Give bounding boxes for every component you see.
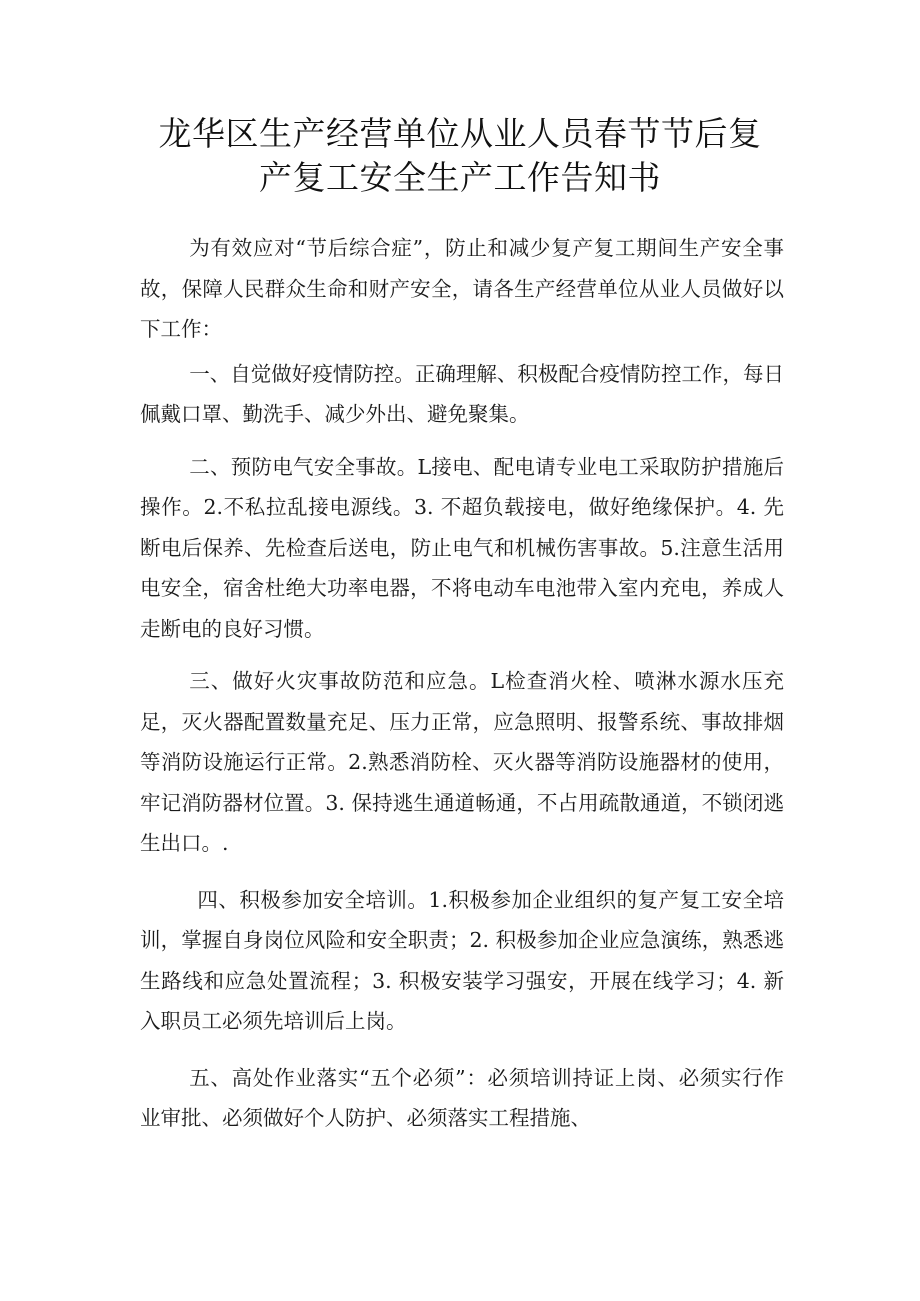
paragraph-fire-prevention: 三、做好火灾事故防范和应急。L检查消火栓、喷淋水源水压充足，灭火器配置数量充足、压力正常，应急照明、报警系统、事故排烟等消防设施运行正常。2.熟悉消防栓、灭火器等消防设施器材的使用，牢记消防器材位置。3. 保持逃生通道畅通，不占用疏散通道，不锁闭逃生出口。.: [140, 669, 784, 855]
document-title-line-1: 龙华区生产经营单位从业人员春节节后复: [158, 114, 762, 153]
paragraph-height-work: 五、高处作业落实“五个必须”：必须培训持证上岗、必须实行作业审批、必须做好个人防护、必须落实工程措施、: [140, 1065, 784, 1130]
paragraph-safety-training: 四、积极参加安全培训。1.积极参加企业组织的复产复工安全培训，掌握自身岗位风险和安全职责；2. 积极参加企业应急演练，熟悉逃生路线和应急处置流程；3. 积极安装学习强安，开展在线学习；4. 新入职员工必须先培训后上岗。: [140, 887, 784, 1033]
document-body: [140, 228, 784, 1139]
paragraph-epidemic-control: 一、自觉做好疫情防控。正确理解、积极配合疫情防控工作，每日佩戴口罩、勤洗手、减少外出、避免聚集。: [140, 361, 784, 426]
paragraph-intro: 为有效应对“节后综合症”，防止和减少复产复工期间生产安全事故，保障人民群众生命和财产安全，请各生产经营单位从业人员做好以下工作：: [140, 236, 784, 341]
document-title-line-2: 产复工安全生产工作告知书: [259, 158, 661, 197]
paragraph-electrical-safety: 二、预防电气安全事故。L接电、配电请专业电工采取防护措施后操作。2.不私拉乱接电源线。3. 不超负载接电，做好绝缘保护。4. 先断电后保养、先检查后送电，防止电气和机械伤害事故。5.注意生活用电安全，宿舍杜绝大功率电器，不将电动车电池带入室内充电，养成人走断电的良好习惯。: [140, 454, 784, 641]
